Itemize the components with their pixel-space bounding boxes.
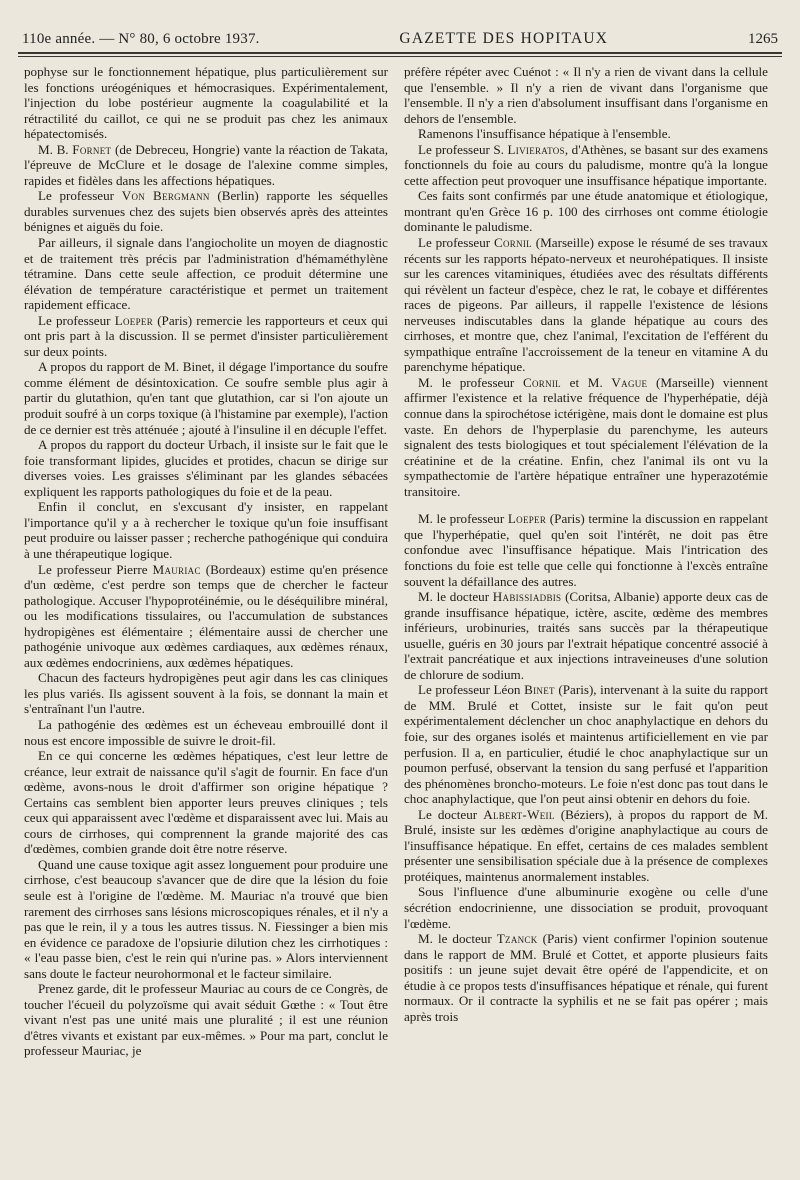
journal-title: GAZETTE DES HOPITAUX xyxy=(399,30,609,47)
paragraph-text: (Paris) termine la discussion en rappelant que l'hyperhépatie, quel qu'en soit l'intérêt, ne doit pas être confondue avec l'insuffisance hépatique. Mais l'intrication des fonctions du foie est telle que celle qui fonctionne à l'excès entraîne souvent la défaillance des autres. xyxy=(404,511,768,589)
paragraph: En ce qui concerne les œdèmes hépatiques, c'est leur lettre de créance, leur extrait de naissance qu'il s'agit de fournir. En face d'un œdème, avons-nous le droit d'affirmer son origine hépatique ? Certains cas semblent bien apporter leurs preuves cliniques ; tels ceux qui apparaissent avec l'œdème et disparaissent avec lui. Mais au cours de cirrhoses, qui comprennent la grande majorité des cas d'œdèmes, combien grande doit être notre réserve. xyxy=(24,748,388,857)
paragraph-lead: M. le docteur xyxy=(418,589,493,605)
paragraph-lead: Le professeur xyxy=(38,188,122,204)
page-number: 1265 xyxy=(748,31,778,47)
left-column xyxy=(24,64,388,1170)
paragraph-text: (Béziers), à propos du rapport de M. Brulé, insiste sur les œdèmes d'origine anaphylactique au cours de l'insuffisance hépatique. En effet, certains de ces malades semblent présenter une sensibilisation spéciale due à la présence de complexes protéiques, maintenus anormalement instables. xyxy=(404,806,768,884)
paragraph-lead: Le professeur xyxy=(418,235,494,251)
paragraph xyxy=(24,188,388,235)
paragraph-text: (de Debreceu, Hongrie) vante la réaction de Takata, l'épreuve de McClure et le dosage de l'alexine comme simples, rapides et fidèles dans les affections hépatiques. xyxy=(24,141,388,188)
author-name: Livieratos xyxy=(507,141,565,157)
running-header xyxy=(22,18,778,48)
paragraph-text: (Marseille) viennent affirmer l'existence et la relative fréquence de l'hyperhépatie, déjà connue dans la spirochétose ictérigène, mais dont le domaine est plus vaste. En dehors de l'hyperplasie du parenchyme, les auteurs signalent des tests biologiques et tout spécialement l'élévation de la créatinine et de la créatine. Enfin, chez l'animal ils ont vu la sympathectomie de l'artère hépatique entraîner une hyperazotémie transitoire. xyxy=(404,374,768,499)
paragraph: pophyse sur le fonctionnement hépatique, plus particulièrement sur les fonctions uréogéniques et hémocrasiques. Expérimentalement, l'injection du lobe postérieur augmente la coagulabilité et la rétractilité du caillot, ce qui ne se produit pas chez les animaux hépatectomisés. xyxy=(24,64,388,142)
paragraph-text: (Coritsa, Albanie) apporte deux cas de grande insuffisance hépatique, ictère, ascite, œdème des membres inférieurs, urobinuries, traités sans succès par la thérapeutique usuelle, guéris en 30 jours par l'extrait hépatique concentré associé à l'extrait pancréatique et aux injections intraveineuses d'une solution de chlorure de sodium. xyxy=(404,589,768,682)
paragraph xyxy=(404,682,768,806)
paragraph-lead: M. le professeur xyxy=(418,511,508,527)
paragraph: Enfin il conclut, en s'excusant d'y insister, en rappelant l'importance qu'il y a à rechercher le toxique qu'un foie insuffisant peut produire ou laisser passer ; recherche pathogénique qui conduira à une thérapeutique logique. xyxy=(24,499,388,561)
paragraph-lead: M. le professeur xyxy=(418,374,523,390)
paragraph xyxy=(404,511,768,589)
paragraph-connector: et M. xyxy=(560,374,612,390)
author-name: Loeper xyxy=(114,312,154,328)
paragraph xyxy=(404,589,768,682)
paragraph xyxy=(404,375,768,499)
paragraph xyxy=(24,142,388,189)
paragraph xyxy=(404,235,768,375)
author-name: Vague xyxy=(611,374,648,390)
author-name: Von Bergmann xyxy=(121,188,210,204)
paragraph-text: (Bordeaux) estime qu'en présence d'un œdème, c'est perdre son temps que de chercher le facteur pathologique. Accuser l'hypoprotéinémie, ou le déséquilibre minéral, ou les modifications tissulaires, ou l'accumulation de substances hydropigènes est élémentaire ; élémentaire aussi de chercher une pathogénie univoque aux œdèmes cardiaques, aux œdèmes rénaux, aux œdèmes endocriniens, aux œdèmes hépatiques. xyxy=(24,561,388,670)
header-rule-thick xyxy=(18,52,782,54)
paragraph-lead: Le professeur Léon xyxy=(418,682,525,698)
paragraph: Sous l'influence d'une albuminurie exogène ou celle d'une sécrétion endocrinienne, une dissociation se produit, provoquant l'œdème. xyxy=(404,884,768,931)
header-issue-info xyxy=(22,31,260,48)
paragraph: Prenez garde, dit le professeur Mauriac au cours de ce Congrès, de toucher l'écueil du polyzoïsme qui avait séduit Gœthe : « Tout être vivant n'est pas une unité mais une pluralité ; il est une réunion d'êtres vivants et existant par eux-mêmes. » Pour ma part, conclut le professeur Mauriac, je xyxy=(24,981,388,1059)
paragraph: Par ailleurs, il signale dans l'angiocholite un moyen de diagnostic et de traitement très précis par l'administration d'hémaméthylène tétramine. Dans cette seule affection, ce produit détermine une élévation de température caractéristique et permet un traitement rapidement efficace. xyxy=(24,235,388,313)
paragraph-text: (Paris) vient confirmer l'opinion soutenue dans le rapport de MM. Brulé et Cottet, et apporte plusieurs faits positifs : un jeune sujet devait être opéré de l'appendicite, et on étudie à ce propos tests d'insuffisances hépatique et rénale, qui furent normaux. Or il contracte la syphilis et ne se fait pas opérer ; mais après trois xyxy=(404,931,768,1024)
header-year: 110e année. xyxy=(22,31,96,47)
paragraph: Chacun des facteurs hydropigènes peut agir dans les cas cliniques les plus variés. Ils agissent souvent à la fois, se donnant la main et s'entraînant l'un l'autre. xyxy=(24,670,388,717)
paragraph-lead: Le professeur S. xyxy=(418,141,508,157)
paragraph-lead: M. B. xyxy=(38,141,73,157)
paragraph-lead: Le docteur xyxy=(418,806,484,822)
author-name: Cornil xyxy=(493,235,532,251)
header-rule-thin xyxy=(18,56,782,57)
article-body xyxy=(24,64,778,1170)
paragraph: préfère répéter avec Cuénot : « Il n'y a rien de vivant dans la cellule que l'ensemble. » Il n'y a rien de vivant dans l'organisme que l'ensemble. Il n'y a rien d'absolument insuffisant dans l'organisme en dehors de l'ensemble. xyxy=(404,64,768,126)
author-name: Fornet xyxy=(72,141,112,157)
right-column xyxy=(404,64,768,1170)
paragraph: La pathogénie des œdèmes est un écheveau embrouillé dont il nous est encore impossible de suivre le droit-fil. xyxy=(24,716,388,748)
author-name: Cornil xyxy=(522,374,561,390)
author-name: Loeper xyxy=(507,511,547,527)
paragraph-text: , d'Athènes, se basant sur des examens fonctionnels du foie au cours du paludisme, montre qu'à la longue cette affection peut provoquer une insuffisance hépatique importante. xyxy=(404,141,768,188)
author-name: Habissiadbis xyxy=(492,589,562,605)
paragraph-lead: Le professeur Pierre xyxy=(38,561,153,577)
paragraph: Quand une cause toxique agit assez longuement pour produire une cirrhose, c'est beaucoup s'avancer que de dire que la lésion du foie seule est à l'origine de l'œdème. M. Mauriac n'a trouvé que bien rarement des cirrhoses sans lésions microscopiques rénales, et il n'y a pas que le rein, il y a tous les autres tissus. N. Fiessinger a bien mis en évidence ce paradoxe de l'opsiurie dilution chez les cirrhotiques : « l'eau passe bien, c'est le rein qui n'urine pas. » Alors interviennent sans doute le facteur neurohormonal et le facteur similaire. xyxy=(24,856,388,981)
paragraph xyxy=(404,807,768,885)
header-issue-date: — N° 80, 6 octobre 1937. xyxy=(99,31,260,47)
paragraph xyxy=(404,931,768,1024)
paragraph xyxy=(404,142,768,189)
author-name: Albert-Weil xyxy=(483,806,555,822)
paragraph: Ramenons l'insuffisance hépatique à l'ensemble. xyxy=(418,126,671,142)
paragraph-text: (Berlin) rapporte les séquelles durables survenues chez des sujets bien observés après des atteintes bénignes et aiguës du foie. xyxy=(24,188,388,235)
author-name: Binet xyxy=(524,682,555,698)
paragraph: A propos du rapport du docteur Urbach, il insiste sur le fait que le foie transformant lipides, glucides et protides, chacun se dirige sur diverses voies. Les graisses s'éliminant par les glandes sébacées expliquent les rapports pathologiques du foie et de la peau. xyxy=(24,437,388,499)
paragraph xyxy=(24,313,388,360)
paragraph-lead: M. le docteur xyxy=(418,931,497,947)
paragraph: A propos du rapport de M. Binet, il dégage l'importance du soufre comme élément de désintoxication. Ce soufre semble plus agir à partir du glutathion, qu'en tant que glutathion, car si l'on ajoute un produit soufré à un corps toxique (à l'histamine par exemple), l'action de ce dernier est très atténuée ; ajouté à l'insuline il en décuple l'effet. xyxy=(24,359,388,437)
paragraph-text: (Marseille) expose le résumé de ses travaux récents sur les rapports hépato-nerveux et neurohépatiques. Il insiste sur les carences vitaminiques, étudiées avec des résultats différents qui révèlent un facteur d'espèce, chez le rat, le cobaye et différentes races de pigeons. Par ailleurs, il rappelle l'existence de lésions nerveuses indiscutables dans la glande hépatique au cours des cirrhoses, et montre que, chez l'animal, l'excitation de l'efférent du sympathique entraîne l'accroissement de la teneur en vitamine A du parenchyme hépatique. xyxy=(404,235,768,375)
paragraph-text: (Paris) remercie les rapporteurs et ceux qui ont pris part à la discussion. Il se permet d'insister particulièrement sur deux points. xyxy=(24,312,388,359)
paragraph xyxy=(24,562,388,671)
author-name: Mauriac xyxy=(152,561,201,577)
paragraph-lead: Le professeur xyxy=(38,312,115,328)
paragraph-text: (Paris), intervenant à la suite du rapport de MM. Brulé et Cottet, insiste sur le fait qu'on peut expérimentalement déclencher un choc anaphylactique en dehors du foie, sur des organes isolés et maintenus artificiellement en vie par perfusion. Il a, en particulier, étudié le choc anaphylactique sur un poumon perfusé, observant la tension du sang perfusé et l'apparition des phénomènes broncho-moteurs. Le foie n'est donc pas tout dans le choc anaphylactique, que l'on peut ainsi obtenir en dehors du foie. xyxy=(404,682,768,807)
author-name: Tzanck xyxy=(496,931,538,947)
paragraph: Ces faits sont confirmés par une étude anatomique et étiologique, montrant qu'en Grèce 16 p. 100 des cirrhoses ont comme étiologie dominante le paludisme. xyxy=(404,188,768,235)
